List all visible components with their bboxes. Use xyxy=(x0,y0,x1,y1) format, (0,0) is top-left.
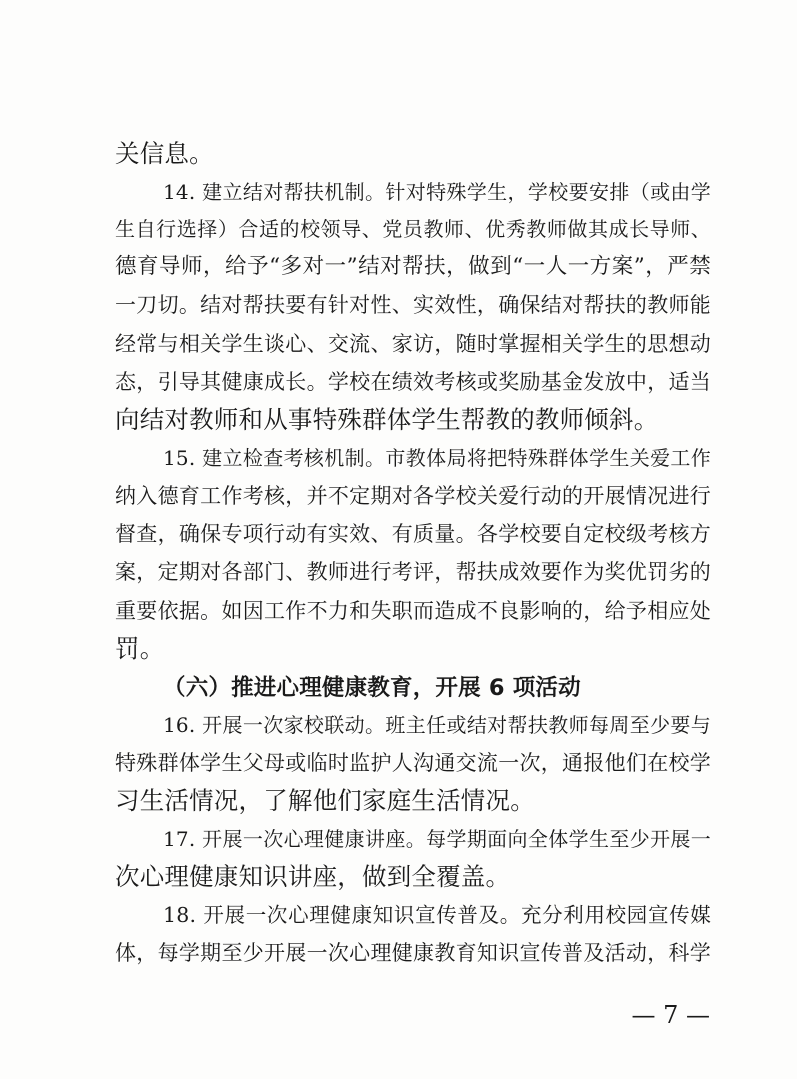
text-line: 一刀切。结对帮扶要有针对性、实效性，确保结对帮扶的教师能 xyxy=(115,293,711,317)
text-line: 德育导师，给予“多对一”结对帮扶，做到“一人一方案”，严禁 xyxy=(115,254,711,279)
text-line: 案，定期对各部门、教师进行考评，帮扶成效要作为奖优罚劣的 xyxy=(115,560,711,584)
text-line: 特殊群体学生父母或临时监护人沟通交流一次，通报他们在校学 xyxy=(115,751,711,775)
section-heading: （六）推进心理健康教育，开展 6 项活动 xyxy=(163,675,581,701)
text-line: 向结对教师和从事特殊群体学生帮教的教师倾斜。 xyxy=(115,405,659,434)
text-line: 15. 建立检查考核机制。市教体局将把特殊群体学生关爱工作 xyxy=(163,446,711,470)
text-line: 16. 开展一次家校联动。班主任或结对帮扶教师每周至少要与 xyxy=(163,713,711,737)
text-line: 生自行选择）合适的校领导、党员教师、优秀教师做其成长导师、 xyxy=(115,217,711,241)
text-line: 17. 开展一次心理健康讲座。每学期面向全体学生至少开展一 xyxy=(163,827,711,851)
text-line: 次心理健康知识讲座，做到全覆盖。 xyxy=(115,862,511,891)
text-line: 体，每学期至少开展一次心理健康教育知识宣传普及活动，科学 xyxy=(115,941,711,965)
text-line: 18. 开展一次心理健康知识宣传普及。充分利用校园宣传媒 xyxy=(163,903,711,927)
text-line: 督查，确保专项行动有实效、有质量。各学校要自定校级考核方 xyxy=(115,522,711,546)
text-line: 经常与相关学生谈心、交流、家访，随时掌握相关学生的思想动 xyxy=(115,332,711,356)
text-line: 态，引导其健康成长。学校在绩效考核或奖励基金发放中，适当 xyxy=(115,370,711,394)
page-number: — 7 — xyxy=(631,1001,710,1029)
text-line: 重要依据。如因工作不力和失职而造成不良影响的，给予相应处 xyxy=(115,599,711,623)
text-line: 关信息。 xyxy=(115,139,214,168)
text-line: 14. 建立结对帮扶机制。针对特殊学生，学校要安排（或由学 xyxy=(163,180,711,204)
text-line: 罚。 xyxy=(115,634,165,663)
text-line: 纳入德育工作考核，并不定期对各学校关爱行动的开展情况进行 xyxy=(115,484,711,508)
text-line: 习生活情况，了解他们家庭生活情况。 xyxy=(115,786,535,815)
